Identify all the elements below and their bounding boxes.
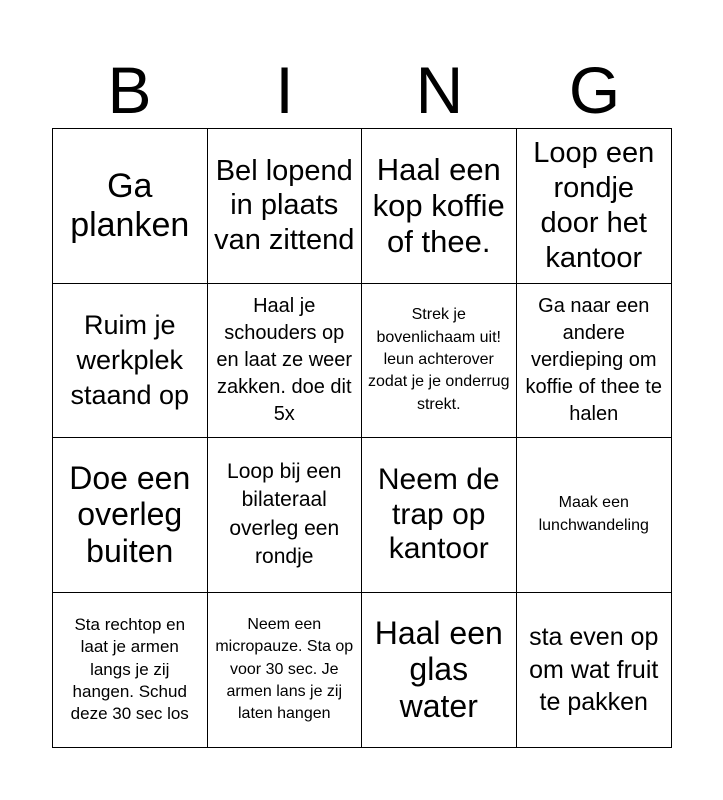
- bingo-cell[interactable]: sta even op om wat fruit te pakken: [529, 623, 659, 716]
- header-letter-i: I: [275, 53, 294, 127]
- bingo-cell[interactable]: Neem een micropauze. Sta op voor 30 sec. Je armen lans je zij laten hangen: [208, 593, 363, 748]
- bingo-cell[interactable]: Haal een kop koffie of thee.: [362, 129, 517, 284]
- bingo-cell[interactable]: Haal een glas water: [362, 593, 517, 748]
- header-letter-n: N: [415, 53, 464, 127]
- bingo-cell[interactable]: Loop een rondje door het kantoor: [517, 129, 672, 284]
- bingo-cell[interactable]: Ga naar een andere verdieping om koffie of thee te halen: [517, 284, 672, 439]
- header-letter-b: B: [107, 53, 152, 127]
- bingo-cell[interactable]: Maak een lunchwandeling: [517, 438, 672, 593]
- bingo-cell[interactable]: Ga planken: [53, 129, 208, 284]
- bingo-cell[interactable]: Haal je schouders op en laat ze weer zakken. doe dit 5x: [208, 284, 363, 439]
- bingo-cell[interactable]: Sta rechtop en laat je armen langs je zij hangen. Schud deze 30 sec los: [53, 593, 208, 748]
- bingo-cell[interactable]: Loop bij een bilateraal overleg een rondje: [208, 438, 363, 593]
- bingo-grid: [52, 128, 672, 748]
- bingo-header: [52, 52, 672, 128]
- bingo-cell[interactable]: Strek je bovenlichaam uit! leun achterover zodat je je onderrug strekt.: [362, 284, 517, 439]
- bingo-cell[interactable]: Doe een overleg buiten: [53, 438, 208, 593]
- bingo-cell[interactable]: Neem de trap op kantoor: [362, 438, 517, 593]
- header-letter-g: G: [568, 53, 621, 127]
- bingo-cell[interactable]: Ruim je werkplek staand op: [53, 284, 208, 439]
- bingo-cell[interactable]: Bel lopend in plaats van zittend: [208, 129, 363, 284]
